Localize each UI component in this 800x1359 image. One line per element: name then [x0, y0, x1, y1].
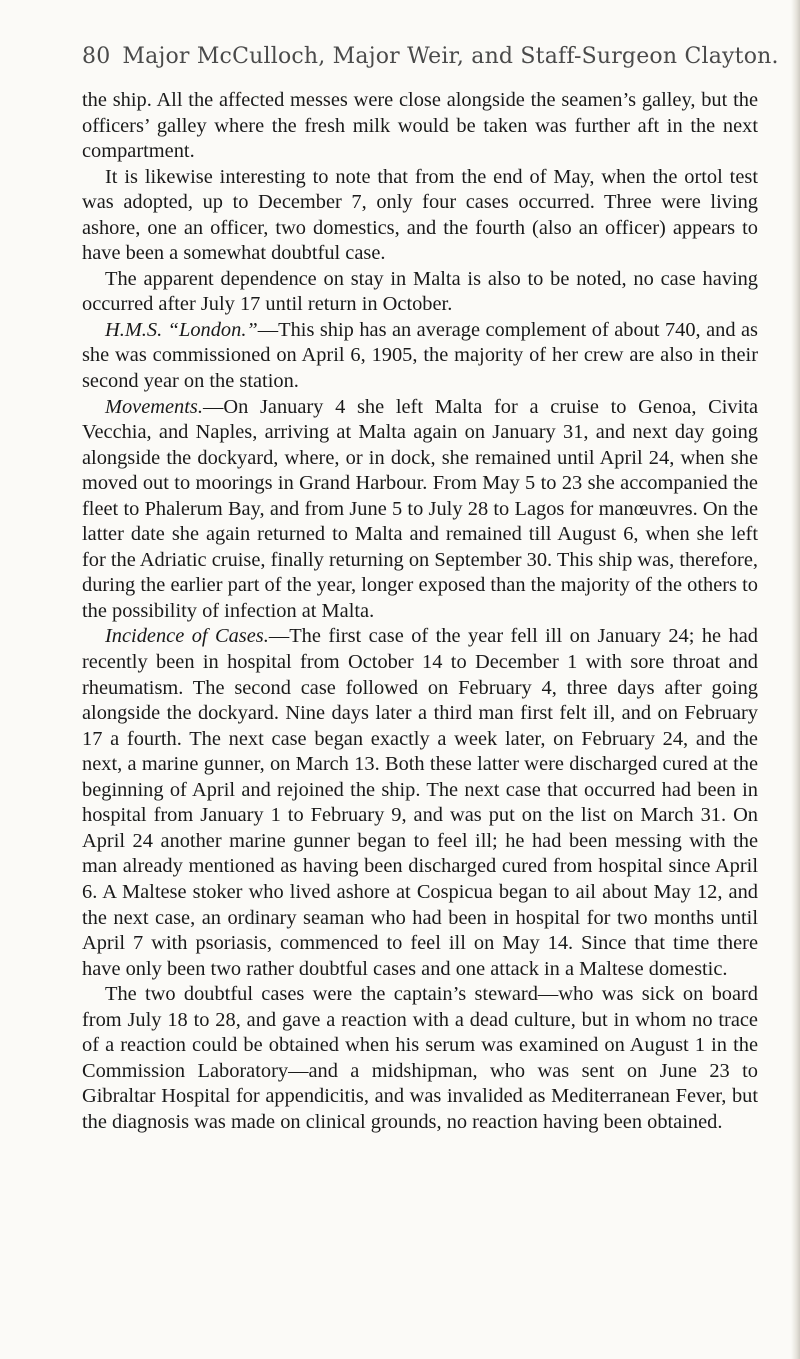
paragraph-doubtful-cases	[82, 982, 758, 1135]
running-header	[82, 44, 779, 69]
page-edge-shadow	[791, 0, 800, 1359]
paragraph-lead: Incidence of Cases.	[105, 625, 269, 648]
paragraph-lead: H.M.S. “London.”	[105, 318, 258, 341]
body-text	[82, 88, 758, 1135]
paragraph-ortol-test	[82, 165, 758, 267]
page-number: 80	[82, 44, 111, 69]
paragraph-text: —This ship has an average complement of about 740, and as she was commissioned on April 6, 1905, the majority of her crew are also in their second year on the station.	[82, 318, 758, 393]
paragraph-text: —On January 4 she left Malta for a cruise to Genoa, Civita Vecchia, and Naples, arriving at Malta again on January 31, and next day going alongside the dockyard, where, or in dock, she remained until April 24, when she moved out to moorings in Grand Harbour. From May 5 to 23 she accompanied the fleet to Phalerum Bay, and from June 5 to July 28 to Lagos for manœuvres. On the latter date she again returned to Malta and remained till August 6, when she left for the Adriatic cruise, finally returning on September 30. This ship was, therefore, during the earlier part of the year, longer exposed than the majority of the others to the possibility of infection at Malta.	[82, 395, 758, 622]
paragraph-continuation	[82, 88, 758, 165]
paragraph-text: It is likewise interesting to note that from the end of May, when the ortol test was adopted, up to December 7, only four cases occurred. Three were living ashore, one an officer, two domestics, and the fourth (also an officer) appears to have been a somewhat doubtful case.	[82, 165, 758, 265]
running-title: Major McCulloch, Major Weir, and Staff-Surgeon Clayton.	[122, 44, 779, 69]
paragraph-lead: Movements.	[105, 395, 203, 418]
paragraph-text: The apparent dependence on stay in Malta is also to be noted, no case having occurred after July 17 until return in October.	[82, 267, 758, 316]
paragraph-text: the ship. All the affected messes were close alongside the seamen’s galley, but the officers’ galley where the fresh milk would be taken was further aft in the next compartment.	[82, 89, 758, 163]
paragraph-incidence	[82, 624, 758, 982]
paragraph-text: The two doubtful cases were the captain’s steward—who was sick on board from July 18 to 28, and gave a reaction with a dead culture, but in whom no trace of a reaction could be obtained when his serum was examined on August 1 in the Commission Laboratory—and a midshipman, who was sent on June 23 to Gibraltar Hospital for appendicitis, and was invalided as Mediterranean Fever, but the diagnosis was made on clinical grounds, no reaction having been obtained.	[82, 983, 758, 1133]
paragraph-malta-dependence	[82, 267, 758, 318]
paragraph-hms-london	[82, 318, 758, 395]
paragraph-movements	[82, 395, 758, 625]
paragraph-text: —The first case of the year fell ill on January 24; he had recently been in hospital from October 14 to December 1 with sore throat and rheumatism. The second case followed on February 4, three days after going alongside the dockyard. Nine days later a third man first felt ill, and on February 17 a fourth. The next case began exactly a week later, on February 24, and the next, a marine gunner, on March 13. Both these latter were discharged cured at the beginning of April and rejoined the ship. The next case that occurred had been in hospital from January 1 to February 9, and was put on the list on March 31. On April 24 another marine gunner began to feel ill; he had been messing with the man already mentioned as having been discharged cured from hospital since April 6. A Maltese stoker who lived ashore at Cospicua began to ail about May 12, and the next case, an ordinary seaman who had been in hospital for two months until April 7 with psoriasis, commenced to feel ill on May 14. Since that time there have only been two rather doubtful cases and one attack in a Maltese domestic.	[82, 625, 758, 980]
